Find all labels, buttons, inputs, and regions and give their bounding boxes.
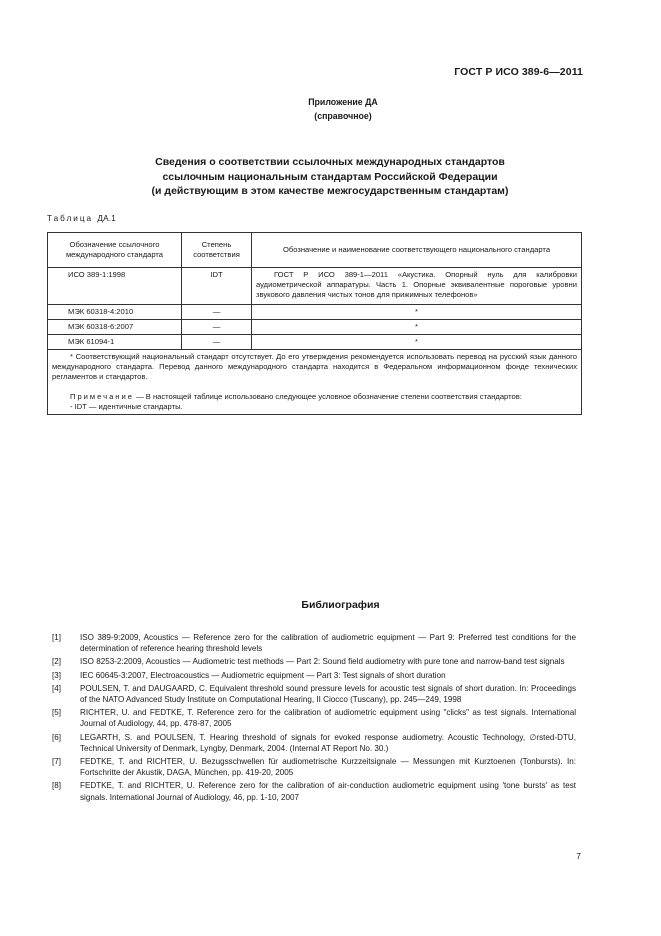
bib-number: [7] xyxy=(52,757,61,767)
correspondence-table xyxy=(47,232,582,415)
bibliography-title xyxy=(0,599,661,611)
document-code: ГОСТ Р ИСО 389-6—2011 xyxy=(454,66,583,78)
cell-national-standard: * xyxy=(252,320,582,335)
bibliography-item xyxy=(52,656,576,667)
cell-intl-standard: МЭК 60318-6:2007 xyxy=(48,320,182,335)
note-item: - IDT — идентичные стандарты. xyxy=(70,402,183,411)
bibliography-item xyxy=(52,780,576,802)
table-note xyxy=(52,392,577,402)
bib-text: FEDTKE, T. and RICHTER, U. Reference zero for the calibration of air-conduction audiometric equipment using 'tone bursts' as test signals. International Journal of Audiology, 46, pp. 1-10, 2007 xyxy=(80,781,576,802)
bib-text: ISO 389-9:2009, Acoustics — Reference zero for the calibration of audiometric equipment — Part 9: Preferred test conditions for the determination of reference hearing threshold levels xyxy=(80,633,576,654)
bib-number: [5] xyxy=(52,708,61,718)
cell-degree: — xyxy=(182,320,252,335)
table-footnote: * Соответствующий национальный стандарт отсутствует. До его утверждения рекомендуется использовать перевод на русский язык данного международного стандарта. Перевод данного международного стандарта находится в Федеральном информационном фонде технических регламентов и стандартов. xyxy=(52,352,577,381)
bib-text: ISO 8253-2:2009, Acoustics — Audiometric test methods — Part 2: Sound field audiometry with pure tone and narrow-band test signals xyxy=(80,657,565,667)
note-label: Примечание xyxy=(70,392,134,401)
bib-text: IEC 60645-3:2007, Electroacoustics — Audiometric equipment — Part 3: Test signals of short duration xyxy=(80,670,446,680)
bibliography-item xyxy=(52,632,576,654)
title-line: ссылочным национальным стандартам Российской Федерации xyxy=(162,170,498,183)
cell-intl-standard: МЭК 60318-4:2010 xyxy=(48,305,182,320)
bibliography-item xyxy=(52,670,576,681)
cell-degree: — xyxy=(182,305,252,320)
cell-national-standard: * xyxy=(252,305,582,320)
cell-degree: — xyxy=(182,335,252,350)
section-title xyxy=(60,155,600,199)
title-line: (и действующим в этом качестве межгосударственным стандартам) xyxy=(151,185,509,197)
note-text: — В настоящей таблице использовано следующее условное обозначение степени соответствия стандартов: xyxy=(133,392,522,401)
page-number: 7 xyxy=(576,851,581,861)
bibliography-item xyxy=(52,707,576,729)
table-header-row xyxy=(48,233,582,268)
table-row xyxy=(48,268,582,305)
bib-text: POULSEN, T. and DAUGAARD, C. Equivalent threshold sound pressure levels for acoustic test signals of short duration. In: Proceedings of the NATO Advanced Study Institute on Computational Hearing, II Ciocco (Tuscany), pp. 245—249, 1998 xyxy=(80,683,576,705)
cell-intl-standard: МЭК 61094-1 xyxy=(48,335,182,350)
table-label-number: ДА.1 xyxy=(97,214,117,223)
bibliography-item xyxy=(52,683,576,705)
header-degree: Степень соответствия xyxy=(182,233,252,268)
cell-degree: IDT xyxy=(182,268,252,305)
bib-number: [3] xyxy=(52,670,61,680)
bib-number: [1] xyxy=(52,633,61,642)
annex-heading xyxy=(0,95,661,123)
table-row xyxy=(48,305,582,320)
bibliography-item xyxy=(52,756,576,778)
header-intl-standard: Обозначение ссылочного международного стандарта xyxy=(48,233,182,268)
annex-subtitle: (справочное) xyxy=(314,111,372,121)
table-label xyxy=(47,214,116,223)
header-national-standard: Обозначение и наименование соответствующего национального стандарта xyxy=(252,233,582,268)
bib-number: [2] xyxy=(52,657,61,667)
bib-text: RICHTER, U. and FEDTKE, T. Reference zero for the calibration of audiometric equipment using "clicks" as test signals. International Journal of Audiology, 44, pp. 478-87, 2005 xyxy=(80,708,576,729)
table-row xyxy=(48,320,582,335)
bib-text: LEGARTH, S. and POULSEN, T. Hearing threshold of signals for evoked response audiometry. Acoustic Technology, ∅rsted-DTU, Technical University of Denmark, Lyngby, Denmark, 2004. (Internal AT Report No. 30.) xyxy=(80,732,576,753)
bib-number: [4] xyxy=(52,683,61,693)
bibliography-title-text: Библиография xyxy=(301,599,380,611)
table-row xyxy=(48,335,582,350)
cell-national-standard: * xyxy=(252,335,582,350)
cell-intl-standard: ИСО 389-1:1998 xyxy=(48,268,182,305)
title-line: Сведения о соответствии ссылочных международных стандартов xyxy=(155,156,505,168)
table-footnote-row xyxy=(48,350,582,415)
table-footnote-cell xyxy=(48,350,582,415)
table-label-word: Таблица xyxy=(47,214,94,223)
bib-number: [8] xyxy=(52,781,61,791)
bib-text: FEDTKE, T. and RICHTER, U. Bezugsschwellen für audiometrische Kurzzeitsignale — Messungen mit Kurztoenen (Tonbursts). In: Fortschritte der Akustik, DAGA, München, pp. 419-20, 2005 xyxy=(80,757,576,778)
annex-title: Приложение ДА xyxy=(308,97,378,107)
bib-number: [6] xyxy=(52,732,61,742)
bibliography-item xyxy=(52,732,576,754)
bibliography-list xyxy=(52,632,576,805)
cell-national-standard: ГОСТ Р ИСО 389-1—2011 «Акустика. Опорный нуль для калибровки аудиометрической аппаратуры. Часть 1. Опорные эквивалентные пороговые уровни звукового давления чистых тонов для прижимных телефонов» xyxy=(252,268,582,305)
